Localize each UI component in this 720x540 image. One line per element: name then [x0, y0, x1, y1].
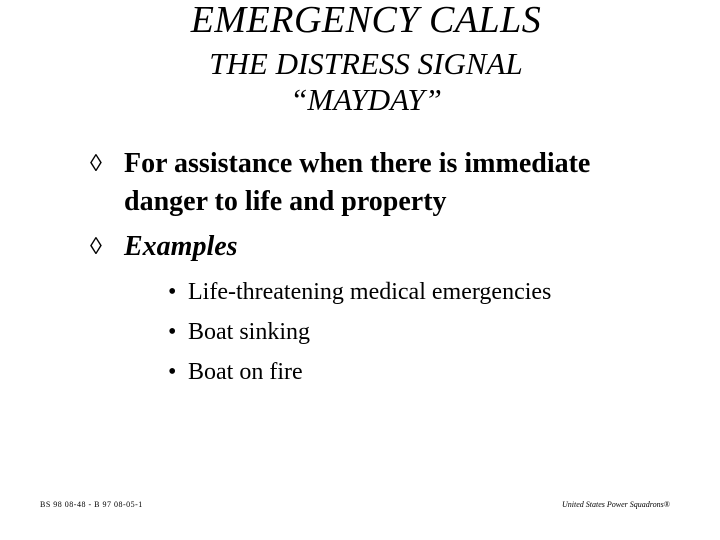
- list-item: [168, 272, 551, 312]
- bullet-examples-text: Examples: [124, 231, 238, 262]
- diamond-bullet-icon: ◊: [90, 234, 102, 260]
- slide-title: EMERGENCY CALLS: [190, 0, 542, 41]
- list-item: [168, 352, 551, 392]
- footer-organization: United States Power Squadrons®: [562, 500, 670, 509]
- list-item: [168, 312, 551, 352]
- dot-bullet-icon: •: [168, 319, 177, 345]
- example-text: Boat on fire: [188, 359, 303, 385]
- dot-bullet-icon: •: [168, 359, 177, 385]
- example-text: Life-threatening medical emergencies: [188, 279, 552, 305]
- examples-list: [168, 272, 551, 392]
- bullet-assistance-text: [124, 145, 684, 221]
- footer-course-code: BS 98 08-48 - B 97 08-05-1: [40, 500, 143, 509]
- bullet-assistance-line-1: For assistance when there is immediate: [124, 148, 591, 179]
- diamond-bullet-icon: ◊: [90, 151, 102, 177]
- dot-bullet-icon: •: [168, 279, 177, 305]
- bullet-assistance-line-2: danger to life and property: [124, 186, 447, 217]
- slide-subtitle-line-2: “MAYDAY”: [290, 82, 442, 117]
- example-text: Boat sinking: [188, 319, 311, 345]
- slide-subtitle-line-1: THE DISTRESS SIGNAL: [209, 46, 523, 81]
